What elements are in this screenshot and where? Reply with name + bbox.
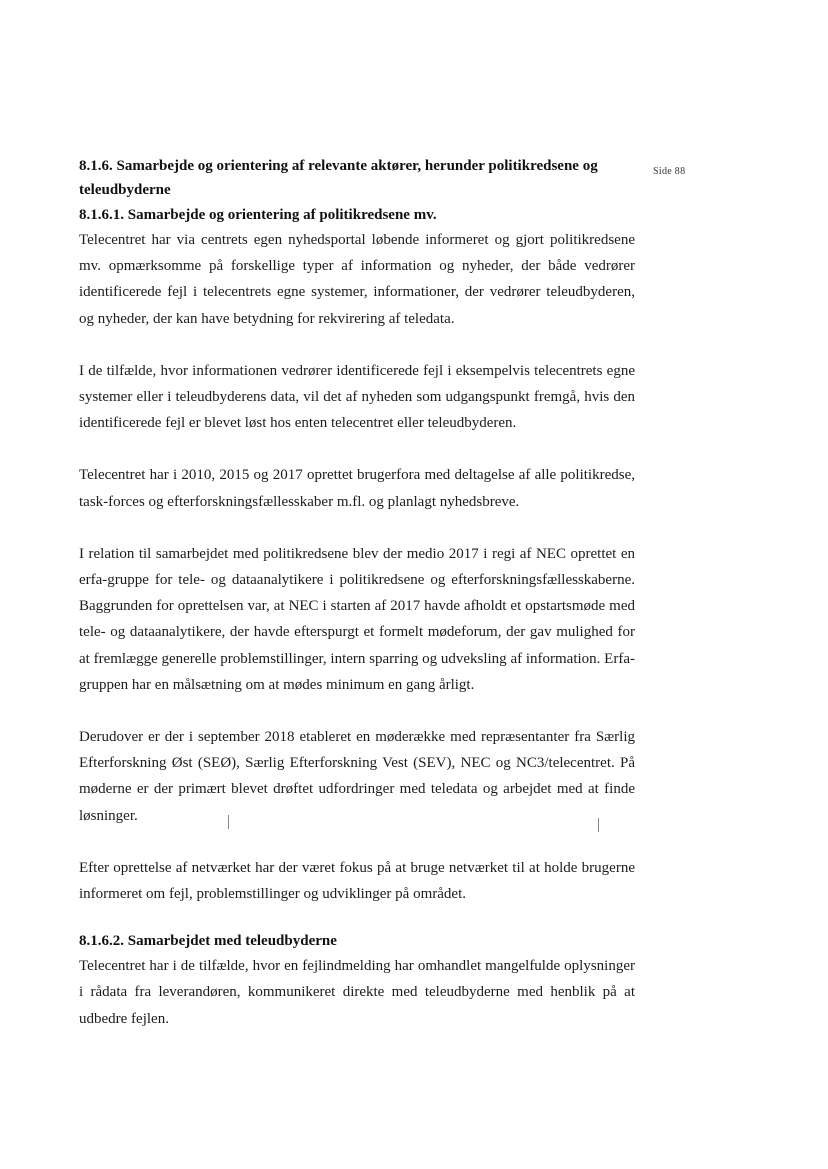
scan-artifact-mark [228, 815, 229, 829]
scan-artifact-mark [598, 818, 599, 832]
section-heading-8-1-6-2: 8.1.6.2. Samarbejdet med teleudbyderne [79, 933, 337, 950]
section-heading-8-1-6: 8.1.6. Samarbejde og orientering af relevante aktører, herunder politikredsene og teleudbyderne [79, 158, 598, 198]
paragraph-spacer [79, 907, 635, 927]
paragraph-teleoperator-communication: Telecentret har i de tilfælde, hvor en fejlindmelding har omhandlet mangelfulde oplysninger i rådata fra leverandøren, kommunikeret direkte med teleudbyderne med henblik på at udbedre fejlen. [79, 958, 635, 1027]
section-heading-8-1-6-1: 8.1.6.1. Samarbejde og orientering af politikredsene mv. [79, 207, 437, 223]
document-body [79, 154, 635, 1032]
paragraph-user-forums: Telecentret har i 2010, 2015 og 2017 oprettet brugerfora med deltagelse af alle politikredse, task-forces og efterforskningsfællesskaber m.fl. og planlagt nyhedsbreve. [79, 467, 635, 510]
paragraph-spacer [79, 829, 635, 855]
paragraph-spacer [79, 698, 635, 724]
paragraph-meeting-series: Derudover er der i september 2018 etableret en møderække med repræsentanter fra Særlig Efterforskning Øst (SEØ), Særlig Efterforskning Vest (SEV), NEC og NC3/telecentret. På møderne er der primært blevet drøftet udfordringer med teledata og arbejdet med at finde løsninger. [79, 729, 635, 824]
paragraph-spacer [79, 515, 635, 541]
paragraph-spacer [79, 332, 635, 358]
page-number: Side 88 [653, 166, 686, 177]
paragraph-network-focus: Efter oprettelse af netværket har der været fokus på at bruge netværket til at holde brugerne informeret om fejl, problemstillinger og udviklinger på området. [79, 859, 635, 903]
paragraph-spacer [79, 436, 635, 462]
paragraph-erfa-group: I relation til samarbejdet med politikredsene blev der medio 2017 i regi af NEC oprettet en erfa-gruppe for tele- og dataanalytikere i politikredsene og efterforskningsfællesskaberne. Baggrunden for oprettelsen var, at NEC i starten af 2017 havde afholdt et opstartsmøde med tele- og dataanalytikere, der havde efterspurgt et formelt mødeforum, der gav mulighed for at fremlægge generelle problemstillinger, intern sparring og udveksling af information. Erfa-gruppen har en målsætning om at mødes minimum en gang årligt. [79, 545, 635, 693]
paragraph-identified-errors: I de tilfælde, hvor informationen vedrører identificerede fejl i eksempelvis telecentrets egne systemer eller i teleudbyderens data, vil det af nyheden som udgangspunkt fremgå, hvis den identificerede fejl er blevet løst hos enten telecentret eller teleudbyderen. [79, 362, 635, 432]
paragraph-news-portal: Telecentret har via centrets egen nyhedsportal løbende informeret og gjort politikredsene mv. opmærksomme på forskellige typer af information og nyheder, der både vedrører identificerede fejl i telecentrets egne systemer, informationer, der vedrører teleudbyderen, og nyheder, der kan have betydning for rekvirering af teledata. [79, 232, 635, 327]
